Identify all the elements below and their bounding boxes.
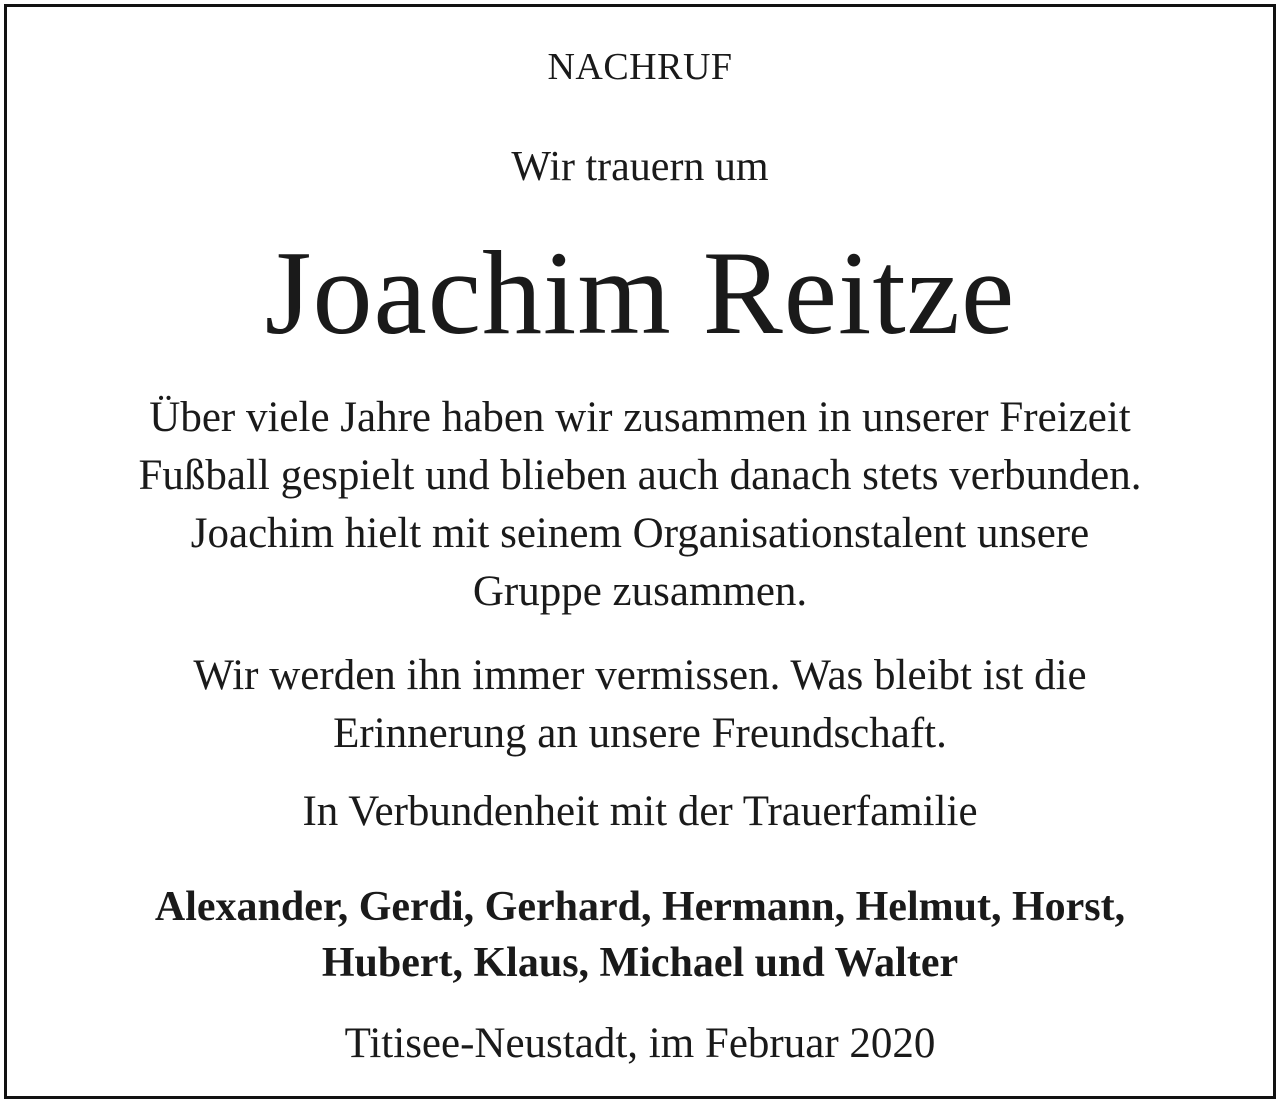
remembrance-line-2: Erinnerung an unsere Freundschaft. [333, 710, 947, 757]
intro-text: Wir trauern um [511, 144, 769, 190]
condolence-line: In Verbundenheit mit der Trauerfamilie [302, 788, 978, 835]
tribute-line-2: Fußball gespielt und blieben auch danach stets verbunden. [138, 452, 1142, 499]
signatories-line-2: Hubert, Klaus, Michael und Walter [321, 940, 959, 986]
obituary-notice-frame [4, 4, 1276, 1099]
signatories-line-1: Alexander, Gerdi, Gerhard, Hermann, Helmut, Horst, [154, 884, 1126, 930]
place-and-date: Titisee-Neustadt, im Februar 2020 [344, 1020, 936, 1067]
signatories [7, 879, 1273, 991]
tribute-line-3: Joachim hielt mit seinem Organisationstalent unsere [190, 510, 1090, 557]
deceased-name: Joachim Reitze [264, 226, 1016, 359]
remembrance-line-1: Wir werden ihn immer vermissen. Was bleibt ist die [193, 652, 1087, 699]
notice-header: NACHRUF [547, 46, 733, 88]
tribute-line-1: Über viele Jahre haben wir zusammen in unserer Freizeit [149, 394, 1131, 441]
tribute-line-4: Gruppe zusammen. [472, 568, 808, 615]
remembrance-paragraph [7, 647, 1273, 763]
tribute-paragraph [7, 389, 1273, 621]
